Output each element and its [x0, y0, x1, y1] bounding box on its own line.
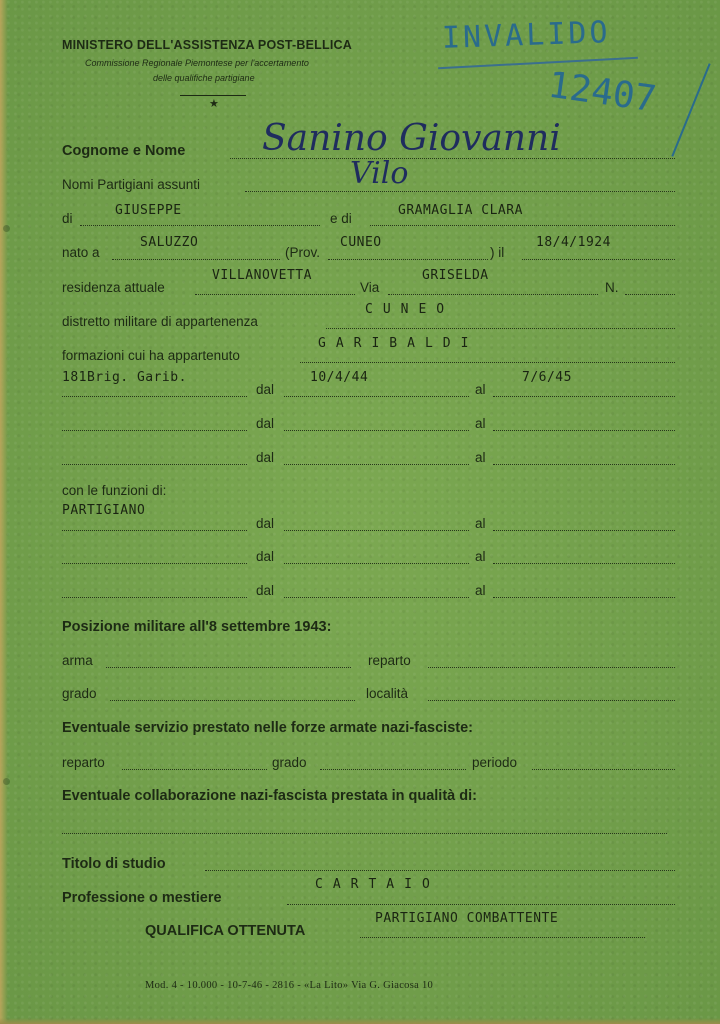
label-reparto-posizione: reparto — [368, 653, 411, 668]
line-formazione-row-3 — [62, 464, 247, 465]
label-n: N. — [605, 280, 619, 295]
value-padre: GIUSEPPE — [115, 203, 182, 218]
line-formazione-row-1 — [62, 396, 247, 397]
label-eventuale-collaborazione: Eventuale collaborazione nazi-fascista prestata in qualità di: — [62, 788, 477, 804]
commission-line-1: Commissione Regionale Piemontese per l'accertamento — [85, 58, 309, 68]
label-eventuale-servizio: Eventuale servizio prestato nelle forze armate nazi-fasciste: — [62, 720, 473, 736]
label-dal-row-3: dal — [256, 450, 275, 465]
line-funzione-row-2 — [62, 563, 247, 564]
value-professione: CARTAIO — [315, 877, 440, 892]
line-grado-posizione — [110, 700, 355, 701]
paper-edge-left — [0, 0, 8, 1024]
value-data-nascita: 18/4/1924 — [536, 235, 611, 250]
label-al-funzione-2: al — [475, 549, 486, 564]
label-arma: arma — [62, 653, 93, 668]
value-luogo-nascita: SALUZZO — [140, 235, 199, 250]
line-luogo-nascita — [112, 259, 280, 260]
line-funzione-row-3 — [62, 597, 247, 598]
line-reparto-posizione — [428, 667, 675, 668]
line-collaborazione — [62, 833, 667, 834]
label-al-row-2: al — [475, 416, 486, 431]
value-brigata-al: 7/6/45 — [522, 370, 572, 385]
line-qualifica — [360, 937, 645, 938]
invalid-stamp: INVALIDO — [441, 15, 612, 56]
label-residenza: residenza attuale — [62, 280, 165, 295]
line-al-row-1 — [493, 396, 675, 397]
label-funzioni: con le funzioni di: — [62, 483, 167, 498]
line-dal-row-1 — [284, 396, 469, 397]
line-data-nascita — [522, 259, 675, 260]
label-localita: località — [366, 686, 409, 701]
label-dal-row-2: dal — [256, 416, 275, 431]
label-al-funzione-3: al — [475, 583, 486, 598]
line-padre — [80, 225, 320, 226]
label-di: di — [62, 211, 73, 226]
label-e-di: e di — [330, 211, 352, 226]
value-cognome-nome: Sanino Giovanni — [262, 118, 561, 159]
line-al-funzione-1 — [493, 530, 675, 531]
value-nome-partigiano: Vilo — [350, 156, 409, 191]
line-dal-funzione-3 — [284, 597, 469, 598]
commission-line-2: delle qualifiche partigiane — [153, 73, 255, 83]
value-formazioni: GARIBALDI — [318, 336, 479, 351]
line-residenza — [195, 294, 355, 295]
line-funzione-row-1 — [62, 530, 247, 531]
line-al-row-2 — [493, 430, 675, 431]
line-localita — [428, 700, 675, 701]
line-reparto-servizio — [122, 769, 267, 770]
line-dal-row-2 — [284, 430, 469, 431]
paper-edge-bottom — [0, 1018, 720, 1024]
invalid-stamp-underline — [438, 57, 638, 69]
label-dal-funzione-1: dal — [256, 516, 275, 531]
label-dal-funzione-3: dal — [256, 583, 275, 598]
header-divider — [180, 95, 246, 96]
line-dal-funzione-2 — [284, 563, 469, 564]
label-grado-posizione: grado — [62, 686, 97, 701]
value-madre: GRAMAGLIA CLARA — [398, 203, 523, 218]
paper-hole — [3, 778, 10, 785]
label-al-row-3: al — [475, 450, 486, 465]
label-periodo: periodo — [472, 755, 518, 770]
line-al-row-3 — [493, 464, 675, 465]
value-funzione: PARTIGIANO — [62, 503, 146, 518]
value-brigata: 181Brig. Garib. — [62, 370, 187, 385]
line-dal-row-3 — [284, 464, 469, 465]
value-qualifica: PARTIGIANO COMBATTENTE — [375, 911, 559, 926]
star-icon: ★ — [209, 98, 219, 110]
line-al-funzione-2 — [493, 563, 675, 564]
label-titolo-studio: Titolo di studio — [62, 856, 166, 872]
value-via: GRISELDA — [422, 268, 489, 283]
label-dal-row-1: dal — [256, 382, 275, 397]
label-formazioni: formazioni cui ha appartenuto — [62, 348, 240, 363]
line-madre — [370, 225, 675, 226]
value-distretto: CUNEO — [365, 302, 455, 317]
line-titolo-studio — [205, 870, 675, 871]
record-number-slash — [671, 63, 710, 156]
label-reparto-servizio: reparto — [62, 755, 105, 770]
label-professione: Professione o mestiere — [62, 890, 222, 906]
form-footer: Mod. 4 - 10.000 - 10-7-46 - 2816 - «La Lito» Via G. Giacosa 10 — [145, 980, 434, 991]
line-dal-funzione-1 — [284, 530, 469, 531]
line-professione — [287, 904, 675, 905]
line-nomi-partigiani — [245, 191, 675, 192]
line-periodo — [532, 769, 675, 770]
line-grado-servizio — [320, 769, 466, 770]
paper-hole — [3, 225, 10, 232]
label-al-funzione-1: al — [475, 516, 486, 531]
ministry-title: MINISTERO DELL'ASSISTENZA POST-BELLICA — [62, 38, 352, 52]
line-numero — [625, 294, 675, 295]
label-distretto: distretto militare di appartenenza — [62, 314, 258, 329]
label-nomi-partigiani: Nomi Partigiani assunti — [62, 177, 201, 192]
label-qualifica: QUALIFICA OTTENUTA — [145, 923, 306, 939]
value-residenza: VILLANOVETTA — [212, 268, 312, 283]
line-provincia — [328, 259, 488, 260]
label-posizione-militare: Posizione militare all'8 settembre 1943: — [62, 619, 332, 635]
value-provincia: CUNEO — [340, 235, 382, 250]
line-arma — [106, 667, 351, 668]
line-formazione-row-2 — [62, 430, 247, 431]
label-prov: (Prov. — [285, 245, 321, 260]
label-il: ) il — [490, 245, 505, 260]
line-al-funzione-3 — [493, 597, 675, 598]
label-al-row-1: al — [475, 382, 486, 397]
label-cognome-nome: Cognome e Nome — [62, 143, 186, 159]
record-number: 12407 — [545, 64, 659, 121]
line-formazioni — [300, 362, 675, 363]
label-grado-servizio: grado — [272, 755, 307, 770]
label-nato-a: nato a — [62, 245, 100, 260]
line-distretto — [326, 328, 675, 329]
value-brigata-dal: 10/4/44 — [310, 370, 369, 385]
label-dal-funzione-2: dal — [256, 549, 275, 564]
label-via: Via — [360, 280, 380, 295]
line-via — [388, 294, 598, 295]
